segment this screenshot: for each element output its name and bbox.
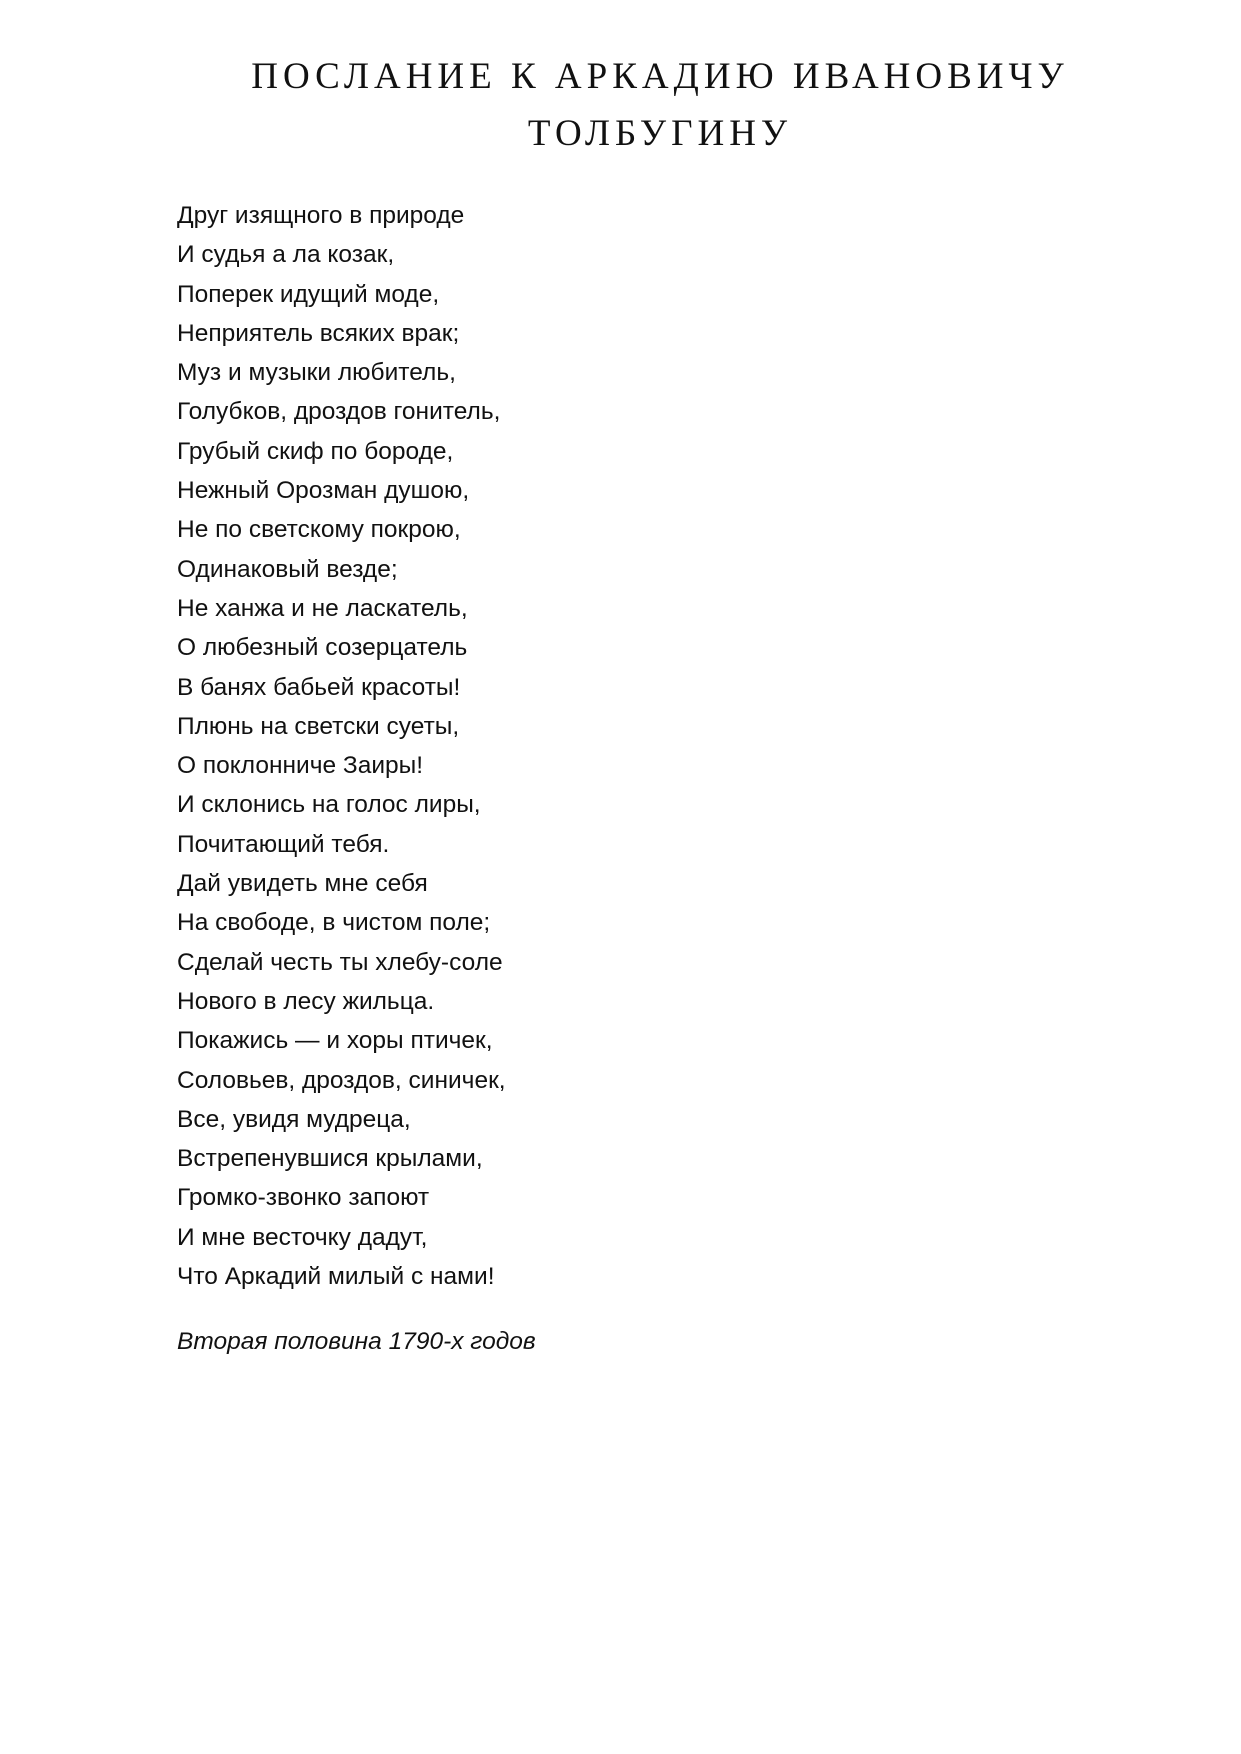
- poem-line: Нежный Орозман душою,: [177, 477, 470, 505]
- poem-line: Плюнь на светски суеты,: [177, 712, 460, 740]
- poem-line: Покажись — и хоры птичек,: [177, 1027, 493, 1055]
- poem-line: В банях бабьей красоты!: [177, 673, 461, 701]
- poem-line: Все, увидя мудреца,: [177, 1105, 411, 1133]
- poem-line: Не по светскому покрою,: [177, 516, 461, 544]
- poem-line: Грубый скиф по бороде,: [177, 437, 454, 465]
- poem-line: О поклонниче Заиры!: [177, 752, 424, 780]
- poem-body: [177, 196, 506, 1296]
- poem-line: И мне весточку дадут,: [177, 1223, 428, 1251]
- poem-line: Сделай честь ты хлебу-соле: [177, 948, 503, 976]
- poem-line: Поперек идущий моде,: [177, 280, 440, 308]
- poem-title: ПОСЛАНИЕ К АРКАДИЮ ИВАНОВИЧУ ТОЛБУГИНУ: [251, 56, 1069, 154]
- poem-line: Одинаковый везде;: [177, 555, 398, 583]
- poem-line: Что Аркадий милый с нами!: [177, 1263, 495, 1291]
- poem-line: Почитающий тебя.: [177, 830, 390, 858]
- poem-line: Громко-звонко запоют: [177, 1184, 430, 1212]
- poem-line: Неприятель всяких врак;: [177, 319, 460, 347]
- poem-line: И склонись на голос лиры,: [177, 791, 481, 819]
- poem-line: Дай увидеть мне себя: [177, 870, 428, 898]
- poem-line: Нового в лесу жильца.: [177, 987, 435, 1015]
- poem-date: Вторая половина 1790-х годов: [177, 1328, 536, 1355]
- poem-line: Не ханжа и не ласкатель,: [177, 594, 468, 622]
- poem-line: Встрепенувшися крылами,: [177, 1145, 483, 1173]
- poem-line: Муз и музыки любитель,: [177, 359, 456, 387]
- poem-line: На свободе, в чистом поле;: [177, 909, 491, 937]
- poem-line: Соловьев, дроздов, синичек,: [177, 1066, 506, 1094]
- poem-line: Голубков, дроздов гонитель,: [177, 398, 501, 426]
- poem-line: О любезный созерцатель: [177, 634, 468, 662]
- poem-line: И судья а ла козак,: [177, 241, 395, 269]
- poem-line: Друг изящного в природе: [177, 202, 465, 229]
